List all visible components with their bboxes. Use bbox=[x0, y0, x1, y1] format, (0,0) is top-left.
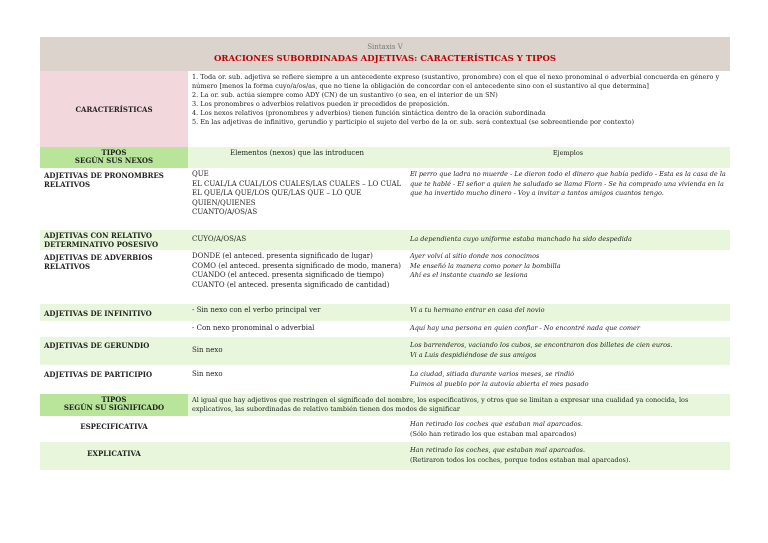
posesivo-label: ADJETIVAS CON RELATIVO DETERMINATIVO POSESIVO bbox=[44, 231, 159, 249]
summary-sheet bbox=[40, 37, 730, 470]
explicativa-label: EXPLICATIVA bbox=[87, 449, 141, 458]
caracteristicas-row bbox=[40, 71, 730, 147]
ejemplo-item: Los barrenderos, vaciando los cubos, se encontraron dos billetes de cien euros. bbox=[410, 341, 673, 349]
row-gerundio bbox=[40, 337, 730, 365]
tipos-nexos-header bbox=[40, 147, 730, 168]
ejemplo-item: La ciudad, sitiada durante varios meses, se rindió bbox=[410, 370, 575, 378]
infinitivo-nexo-2: - Con nexo pronominal o adverbial bbox=[192, 324, 315, 332]
row-explicativa bbox=[40, 442, 730, 470]
posesivo-ejemplos: La dependienta cuyo uniforme estaba manchado ha sido despedida bbox=[410, 235, 632, 243]
caracteristicas-list bbox=[188, 71, 730, 147]
row-infinitivo-1 bbox=[40, 304, 730, 321]
row-adverbios bbox=[40, 250, 730, 304]
caracteristica-item: 2. La or. sub. actúa siempre como ADY (CN) de un sustantivo (o sea, en el interior de un SN) bbox=[192, 91, 498, 99]
nexo-item: EL CUAL/LA CUAL/LOS CUALES/LAS CUALES – LO CUAL bbox=[192, 179, 402, 188]
tipos-nexos-label: TIPOS SEGÚN SUS NEXOS bbox=[40, 147, 188, 168]
caracteristica-item: 1. Toda or. sub. adjetiva se refiere siempre a un antecedente expreso (sustantivo, pronombre) con el que el nexo pronominal o adverbial concuerda en género y número [menos la forma cuyo/a/os/as, que no tiene la obligación de concordar con el antecedente sino con el sustantivo al que determina] bbox=[192, 73, 720, 90]
nexo-item: DONDE (el anteced. presenta significado de lugar) bbox=[192, 252, 373, 260]
especificativa-ejemplos bbox=[406, 416, 730, 442]
caracteristicas-label: CARACTERÍSTICAS bbox=[40, 71, 188, 147]
pronombres-nexos bbox=[188, 168, 406, 230]
gerundio-nexos: Sin nexo bbox=[192, 346, 223, 354]
caracteristica-item: 4. Los nexos relativos (pronombres y adverbios) tienen función sintáctica dentro de la oración subordinada bbox=[192, 109, 546, 117]
ejemplo-item: (Retiraron todos los coches, porque todos estaban mal aparcados). bbox=[410, 455, 631, 464]
posesivo-nexos: CUYO/A/OS/AS bbox=[192, 235, 247, 243]
nexo-item: CUANTO (el anteced. presenta significado de cantidad) bbox=[192, 280, 390, 289]
pronombres-label: ADJETIVAS DE PRONOMBRES RELATIVOS bbox=[44, 171, 164, 189]
ejemplo-item: Han retirado los coches que estaban mal aparcados. bbox=[410, 420, 583, 428]
col-ejemplos-header: Ejemplos bbox=[406, 147, 730, 168]
explicativa-ejemplos bbox=[406, 442, 730, 470]
tipos-significado-text: Al igual que hay adjetivos que restringen el significado del nombre, los especificativos, y otros que se limitan a expresar una cualidad ya conocida, los explicativos, las subordinadas de relativo también tienen dos modos de significar bbox=[188, 394, 730, 416]
row-infinitivo-2 bbox=[40, 321, 730, 337]
empty-cell bbox=[188, 416, 406, 442]
ejemplo-item: Fuimos al pueblo por la autovía abierta el mes pasado bbox=[410, 379, 589, 388]
empty-cell bbox=[40, 321, 188, 337]
ejemplo-item: Ayer volví al sitio donde nos conocimos bbox=[410, 252, 540, 260]
participio-ejemplos bbox=[406, 365, 730, 394]
header-title: ORACIONES SUBORDINADAS ADJETIVAS: CARACTERÍSTICAS Y TIPOS bbox=[213, 54, 556, 64]
especificativa-label: ESPECIFICATIVA bbox=[80, 422, 148, 431]
infinitivo-ejemplo-1: Vi a tu hermano entrar en casa del novio bbox=[410, 306, 545, 314]
ejemplo-item: Han retirado los coches, que estaban mal aparcados. bbox=[410, 446, 586, 454]
nexo-item: CUANDO (el anteced. presenta significado de tiempo) bbox=[192, 271, 385, 279]
nexo-item: QUIEN/QUIENES bbox=[192, 198, 256, 207]
nexo-item: EL QUE/LA QUE/LOS QUE/LAS QUE – LO QUE bbox=[192, 189, 362, 197]
col-nexos-header: Elementos (nexos) que las introducen bbox=[188, 147, 406, 168]
adverbios-nexos bbox=[188, 250, 406, 304]
participio-label: ADJETIVAS DE PARTICIPIO bbox=[44, 370, 153, 379]
ejemplo-item: (Sólo han retirado los que estaban mal aparcados) bbox=[410, 429, 577, 438]
gerundio-label: ADJETIVAS DE GERUNDIO bbox=[44, 341, 150, 350]
tipos-significado-label: TIPOS SEGÚN SU SIGNIFICADO bbox=[40, 394, 188, 416]
tipos-significado-header bbox=[40, 394, 730, 416]
pronombres-ejemplos: El perro que ladra no muerde - Le dieron todo el dinero que había pedido - Esta es la casa de la que te hablé - El señor a quien he saludado se llama Florn - Se ha comprado una vivienda en la que ha invertido mucho dinero - Voy a invitar a tantos amigos cuantos tengo. bbox=[410, 170, 726, 197]
ejemplo-item: Vi a Luis despidiéndose de sus amigos bbox=[410, 350, 537, 359]
ejemplo-item: Me enseñó la manera como poner la bombilla bbox=[410, 261, 561, 270]
nexo-item: COMO (el anteced. presenta significado de modo, manera) bbox=[192, 261, 401, 270]
nexo-item: QUE bbox=[192, 170, 209, 178]
row-participio bbox=[40, 365, 730, 394]
adverbios-label: ADJETIVAS DE ADVERBIOS RELATIVOS bbox=[44, 253, 153, 271]
header-subtitle: Sintaxis V bbox=[367, 43, 403, 51]
caracteristica-item: 5. En las adjetivas de infinitivo, gerundio y participio el sujeto del verbo de la or. sub. será contextual (se sobreentiende por contexto) bbox=[192, 118, 635, 126]
row-posesivo bbox=[40, 230, 730, 250]
row-especificativa bbox=[40, 416, 730, 442]
adverbios-ejemplos bbox=[406, 250, 730, 304]
infinitivo-label: ADJETIVAS DE INFINITIVO bbox=[44, 309, 152, 318]
empty-cell bbox=[188, 442, 406, 470]
infinitivo-nexo-1: - Sin nexo con el verbo principal ver bbox=[192, 306, 321, 314]
caracteristica-item: 3. Los pronombres o adverbios relativos pueden ir precedidos de preposición. bbox=[192, 100, 450, 108]
nexo-item: CUANTO/A/OS/AS bbox=[192, 208, 258, 216]
infinitivo-ejemplo-2: Aquí hay una persona en quien confiar - No encontré nada que comer bbox=[410, 324, 640, 332]
row-pronombres bbox=[40, 168, 730, 230]
gerundio-ejemplos bbox=[406, 337, 730, 365]
ejemplo-item: Ahí es el instante cuando se lesiona bbox=[410, 271, 528, 279]
participio-nexos: Sin nexo bbox=[192, 370, 223, 378]
sheet-header bbox=[40, 37, 730, 71]
